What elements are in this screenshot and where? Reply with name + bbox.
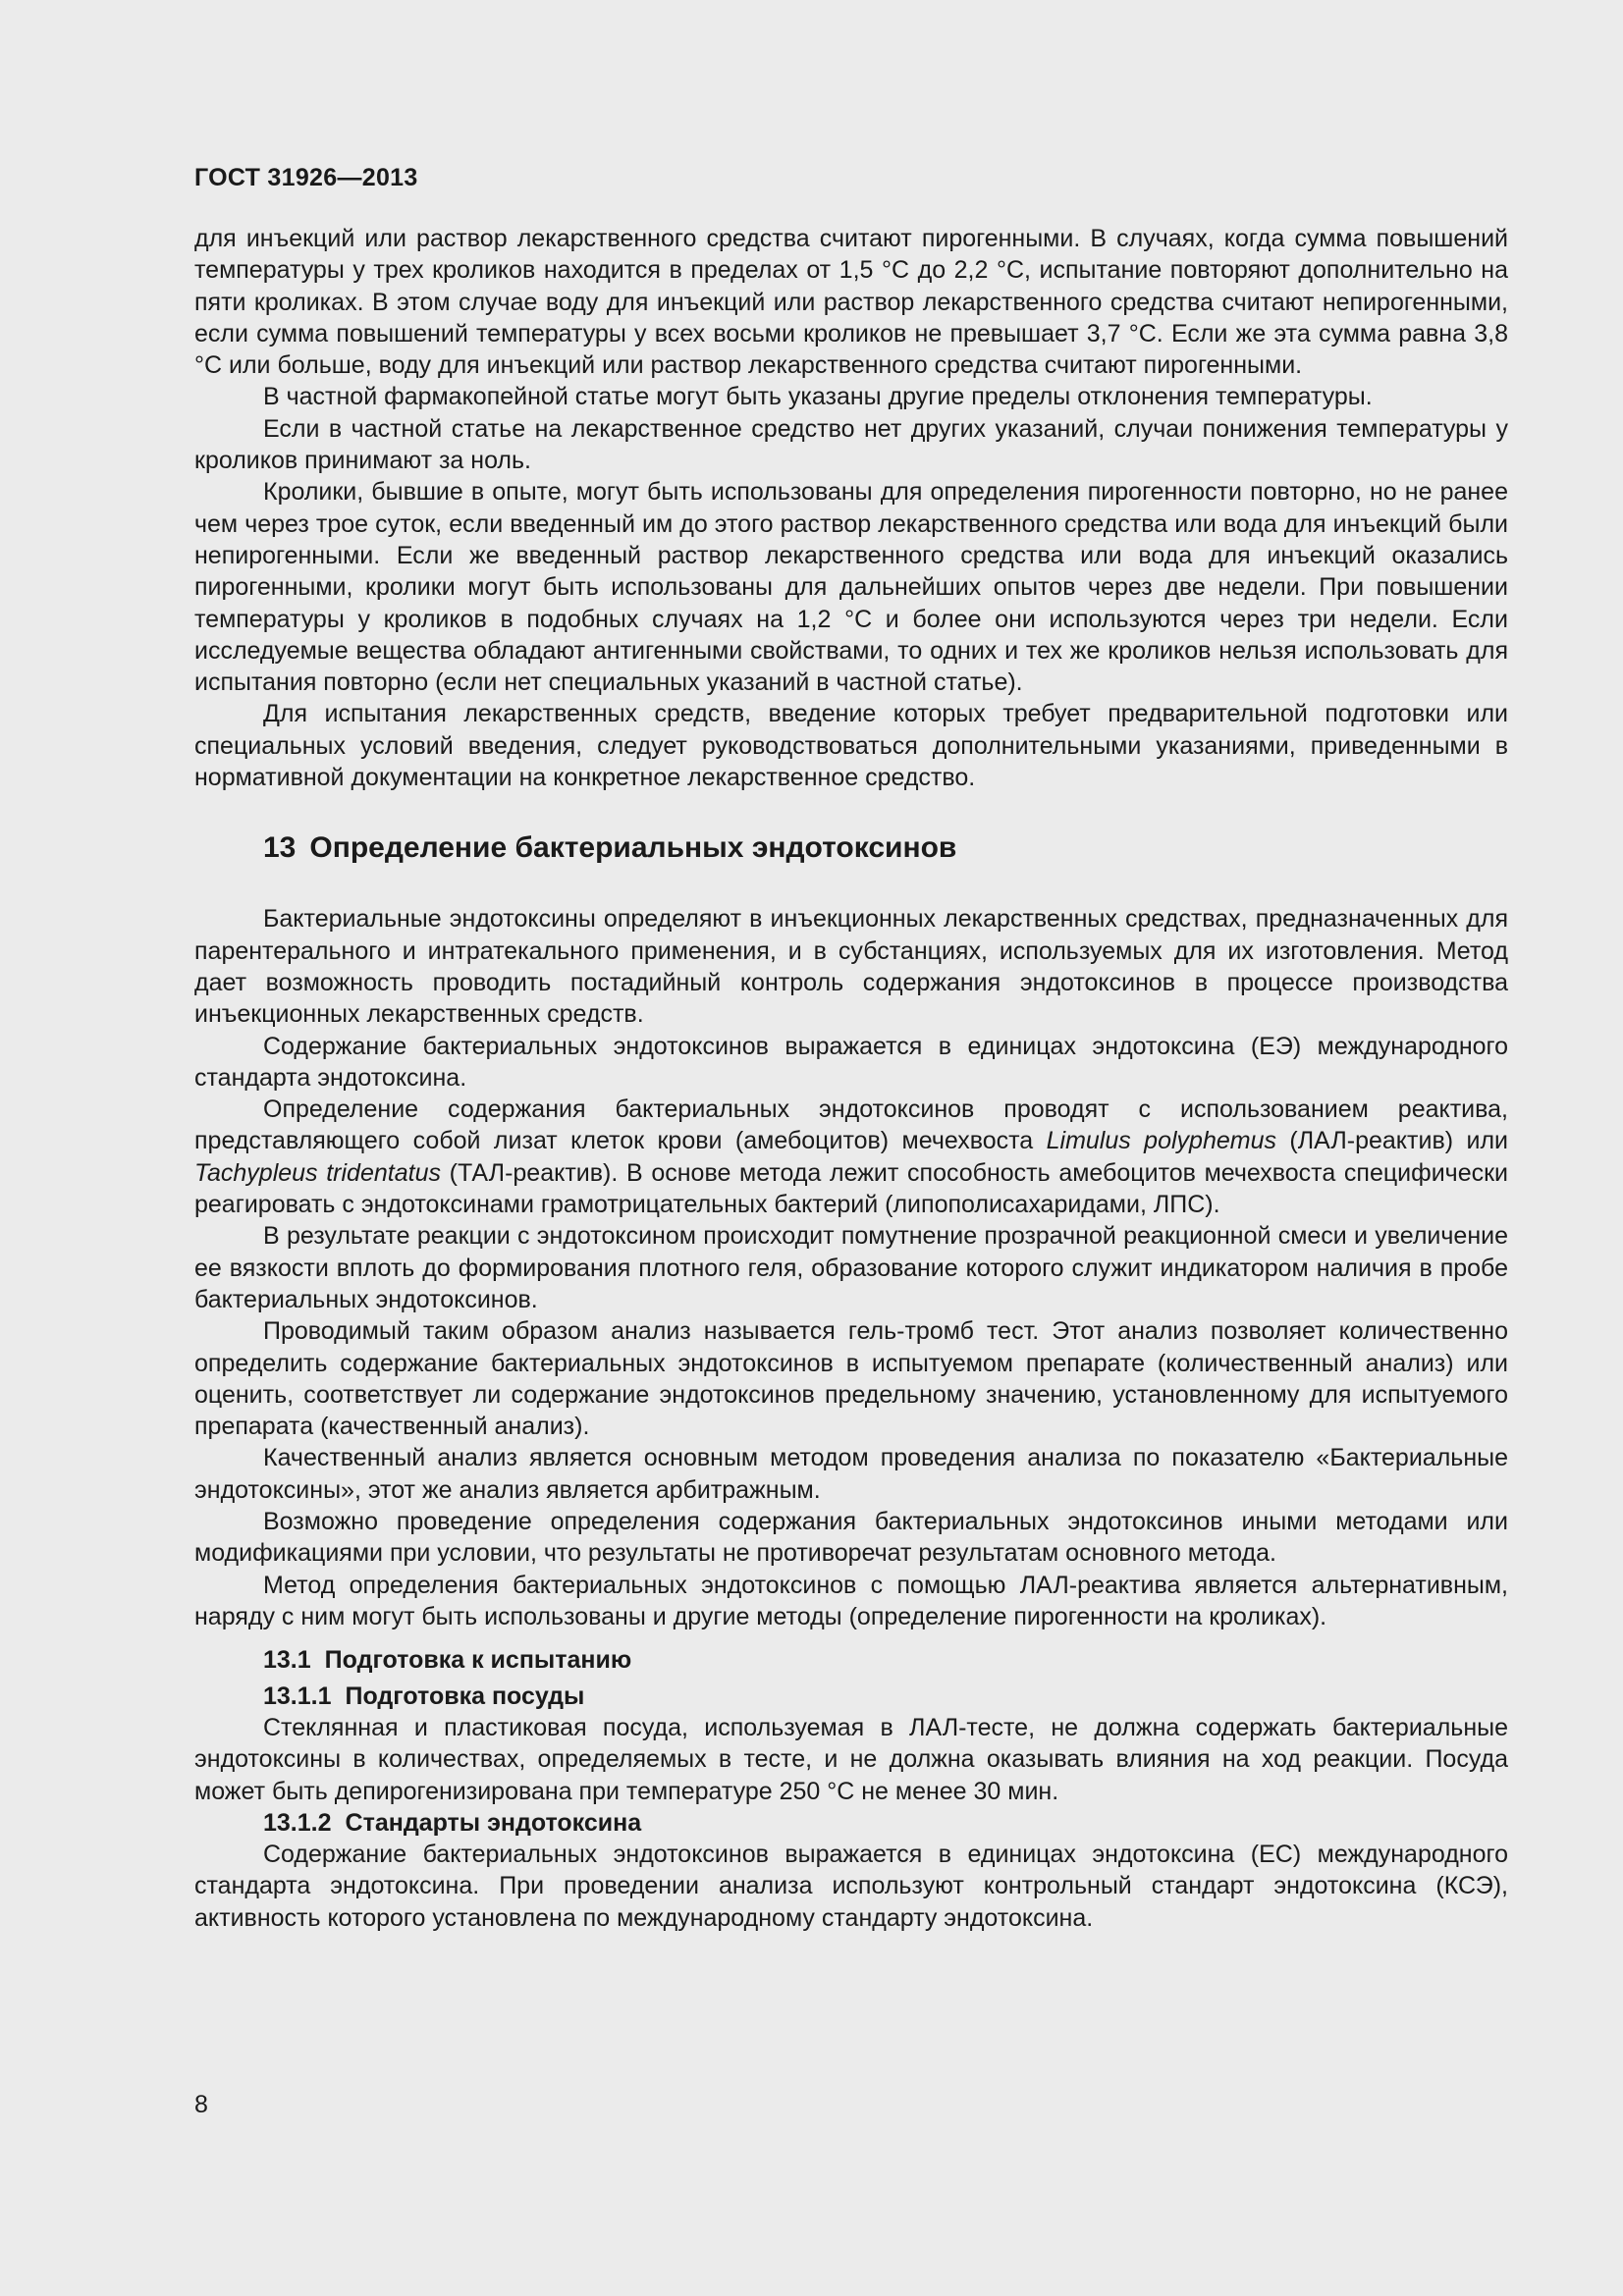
paragraph-with-latin-names [194,1094,1508,1220]
section-number: 13.1 [263,1646,311,1675]
paragraph: Метод определения бактериальных эндотоксинов с помощью ЛАЛ-реактива является альтернативным, наряду с ним могут быть использованы и другие методы (определение пирогенности на кроликах). [194,1571,1508,1630]
paragraph: Кролики, бывшие в опыте, могут быть использованы для определения пирогенности повторно, но не ранее чем через трое суток, если введенный им до этого раствор лекарственного средства или вода для инъекций были непирогенными. Если же введенный раствор лекарственного средства или вода для инъекций оказались пирогенными, кролики могут быть использованы для дальнейших опытов через две недели. При повышении температуры у кроликов в подобных случаях на 1,2 °С и более они используются через три недели. Если исследуемые вещества обладают антигенными свойствами, то одних и тех же кроликов нельзя использовать для испытания повторно (если нет специальных указаний в частной статье). [194,478,1508,697]
paragraph: Содержание бактериальных эндотоксинов выражается в единицах эндотоксина (ЕС) международного стандарта эндотоксина. При проведении анализа используют контрольный стандарт эндотоксина (КСЭ), активность которого установлена по международному стандарту эндотоксина. [194,1841,1508,1932]
section-title: Подготовка посуды [345,1682,585,1711]
paragraph: Бактериальные эндотоксины определяют в инъекционных лекарственных средствах, предназначенных для парентерального и интратекального применения, и в субстанциях, используемых для их изготовления. Метод дает возможность проводить постадийный контроль содержания эндотоксинов в процессе производства инъекционных лекарственных средств. [194,905,1508,1029]
paragraph: Возможно проведение определения содержания бактериальных эндотоксинов иными методами или модификациями при условии, что результаты не противоречат результатам основного метода. [194,1507,1508,1568]
section-title: Определение бактериальных эндотоксинов [309,831,957,865]
section-number: 13 [263,831,297,865]
section-13-1-1-heading [263,1681,1508,1712]
body-text [194,223,1508,1934]
section-13-1-2-heading [263,1807,1508,1839]
paragraph: В результате реакции с эндотоксином происходит помутнение прозрачной реакционной смеси и увеличение ее вязкости вплоть до формирования плотного геля, образование которого служит индикатором наличия в пробе бактериальных эндотоксинов. [194,1222,1508,1313]
paragraph: Для испытания лекарственных средств, введение которых требует предварительной подготовки или специальных условий введения, следует руководствоваться дополнительными указаниями, приведенными в нормативной документации на конкретное лекарственное средство. [194,700,1508,792]
text-run: (ЛАЛ-реактив) или [1275,1127,1508,1155]
document-header: ГОСТ 31926—2013 [194,164,418,191]
paragraph: В частной фармакопейной статье могут быть указаны другие пределы отклонения температуры. [263,383,1373,411]
paragraph: Содержание бактериальных эндотоксинов выражается в единицах эндотоксина (ЕЭ) международного стандарта эндотоксина. [194,1032,1508,1092]
paragraph-continuation: для инъекций или раствор лекарственного средства считают пирогенными. В случаях, когда сумма повышений температуры у трех кроликов находится в пределах от 1,5 °С до 2,2 °С, испытание повторяют дополнительно на пяти кроликах. В этом случае воду для инъекций или раствор лекарственного средства считают непирогенными, если сумма повышений температуры у всех восьми кроликов не превышает 3,7 °С. Если же эта сумма равна 3,8 °С или больше, воду для инъекций или раствор лекарственного средства считают пирогенными. [194,225,1508,380]
section-number: 13.1.1 [263,1682,332,1711]
text-run: Определение содержания бактериальных эндотоксинов проводят с использованием реактива, представляющего собой лизат клеток крови (амебоцитов) мечехвоста [194,1095,1508,1155]
paragraph: Если в частной статье на лекарственное средство нет других указаний, случаи понижения температуры у кроликов принимают за ноль. [194,414,1508,475]
paragraph: Качественный анализ является основным методом проведения анализа по показателю «Бактериальные эндотоксины», этот же анализ является арбитражным. [194,1444,1508,1504]
section-13-1-heading [263,1644,1508,1676]
page-number: 8 [194,2091,208,2118]
paragraph: Стеклянная и пластиковая посуда, используемая в ЛАЛ-тесте, не должна содержать бактериальные эндотоксины в количествах, определяемых в тесте, и не должна оказывать влияния на ход реакции. Посуда может быть депирогенизирована при температуре 250 °С не менее 30 мин. [194,1714,1508,1805]
section-title: Стандарты эндотоксина [345,1809,642,1838]
latin-species-name: Limulus polyphemus [1046,1127,1276,1155]
paragraph: Проводимый таким образом анализ называется гель-тромб тест. Этот анализ позволяет количественно определить содержание бактериальных эндотоксинов в испытуемом препарате (количественный анализ) или оценить, соответствует ли содержание эндотоксинов предельному значению, установленному для испытуемого препарата (качественный анализ). [194,1317,1508,1441]
section-title: Подготовка к испытанию [324,1646,632,1675]
text-run: (ТАЛ-реактив). В основе метода лежит способность амебоцитов мечехвоста специфически реагировать с эндотоксинами грамотрицательных бактерий (липополисахаридами, ЛПС). [194,1158,1508,1219]
latin-species-name: Tachypleus tridentatus [194,1158,441,1187]
section-number: 13.1.2 [263,1809,332,1838]
section-13-heading [263,830,1508,866]
